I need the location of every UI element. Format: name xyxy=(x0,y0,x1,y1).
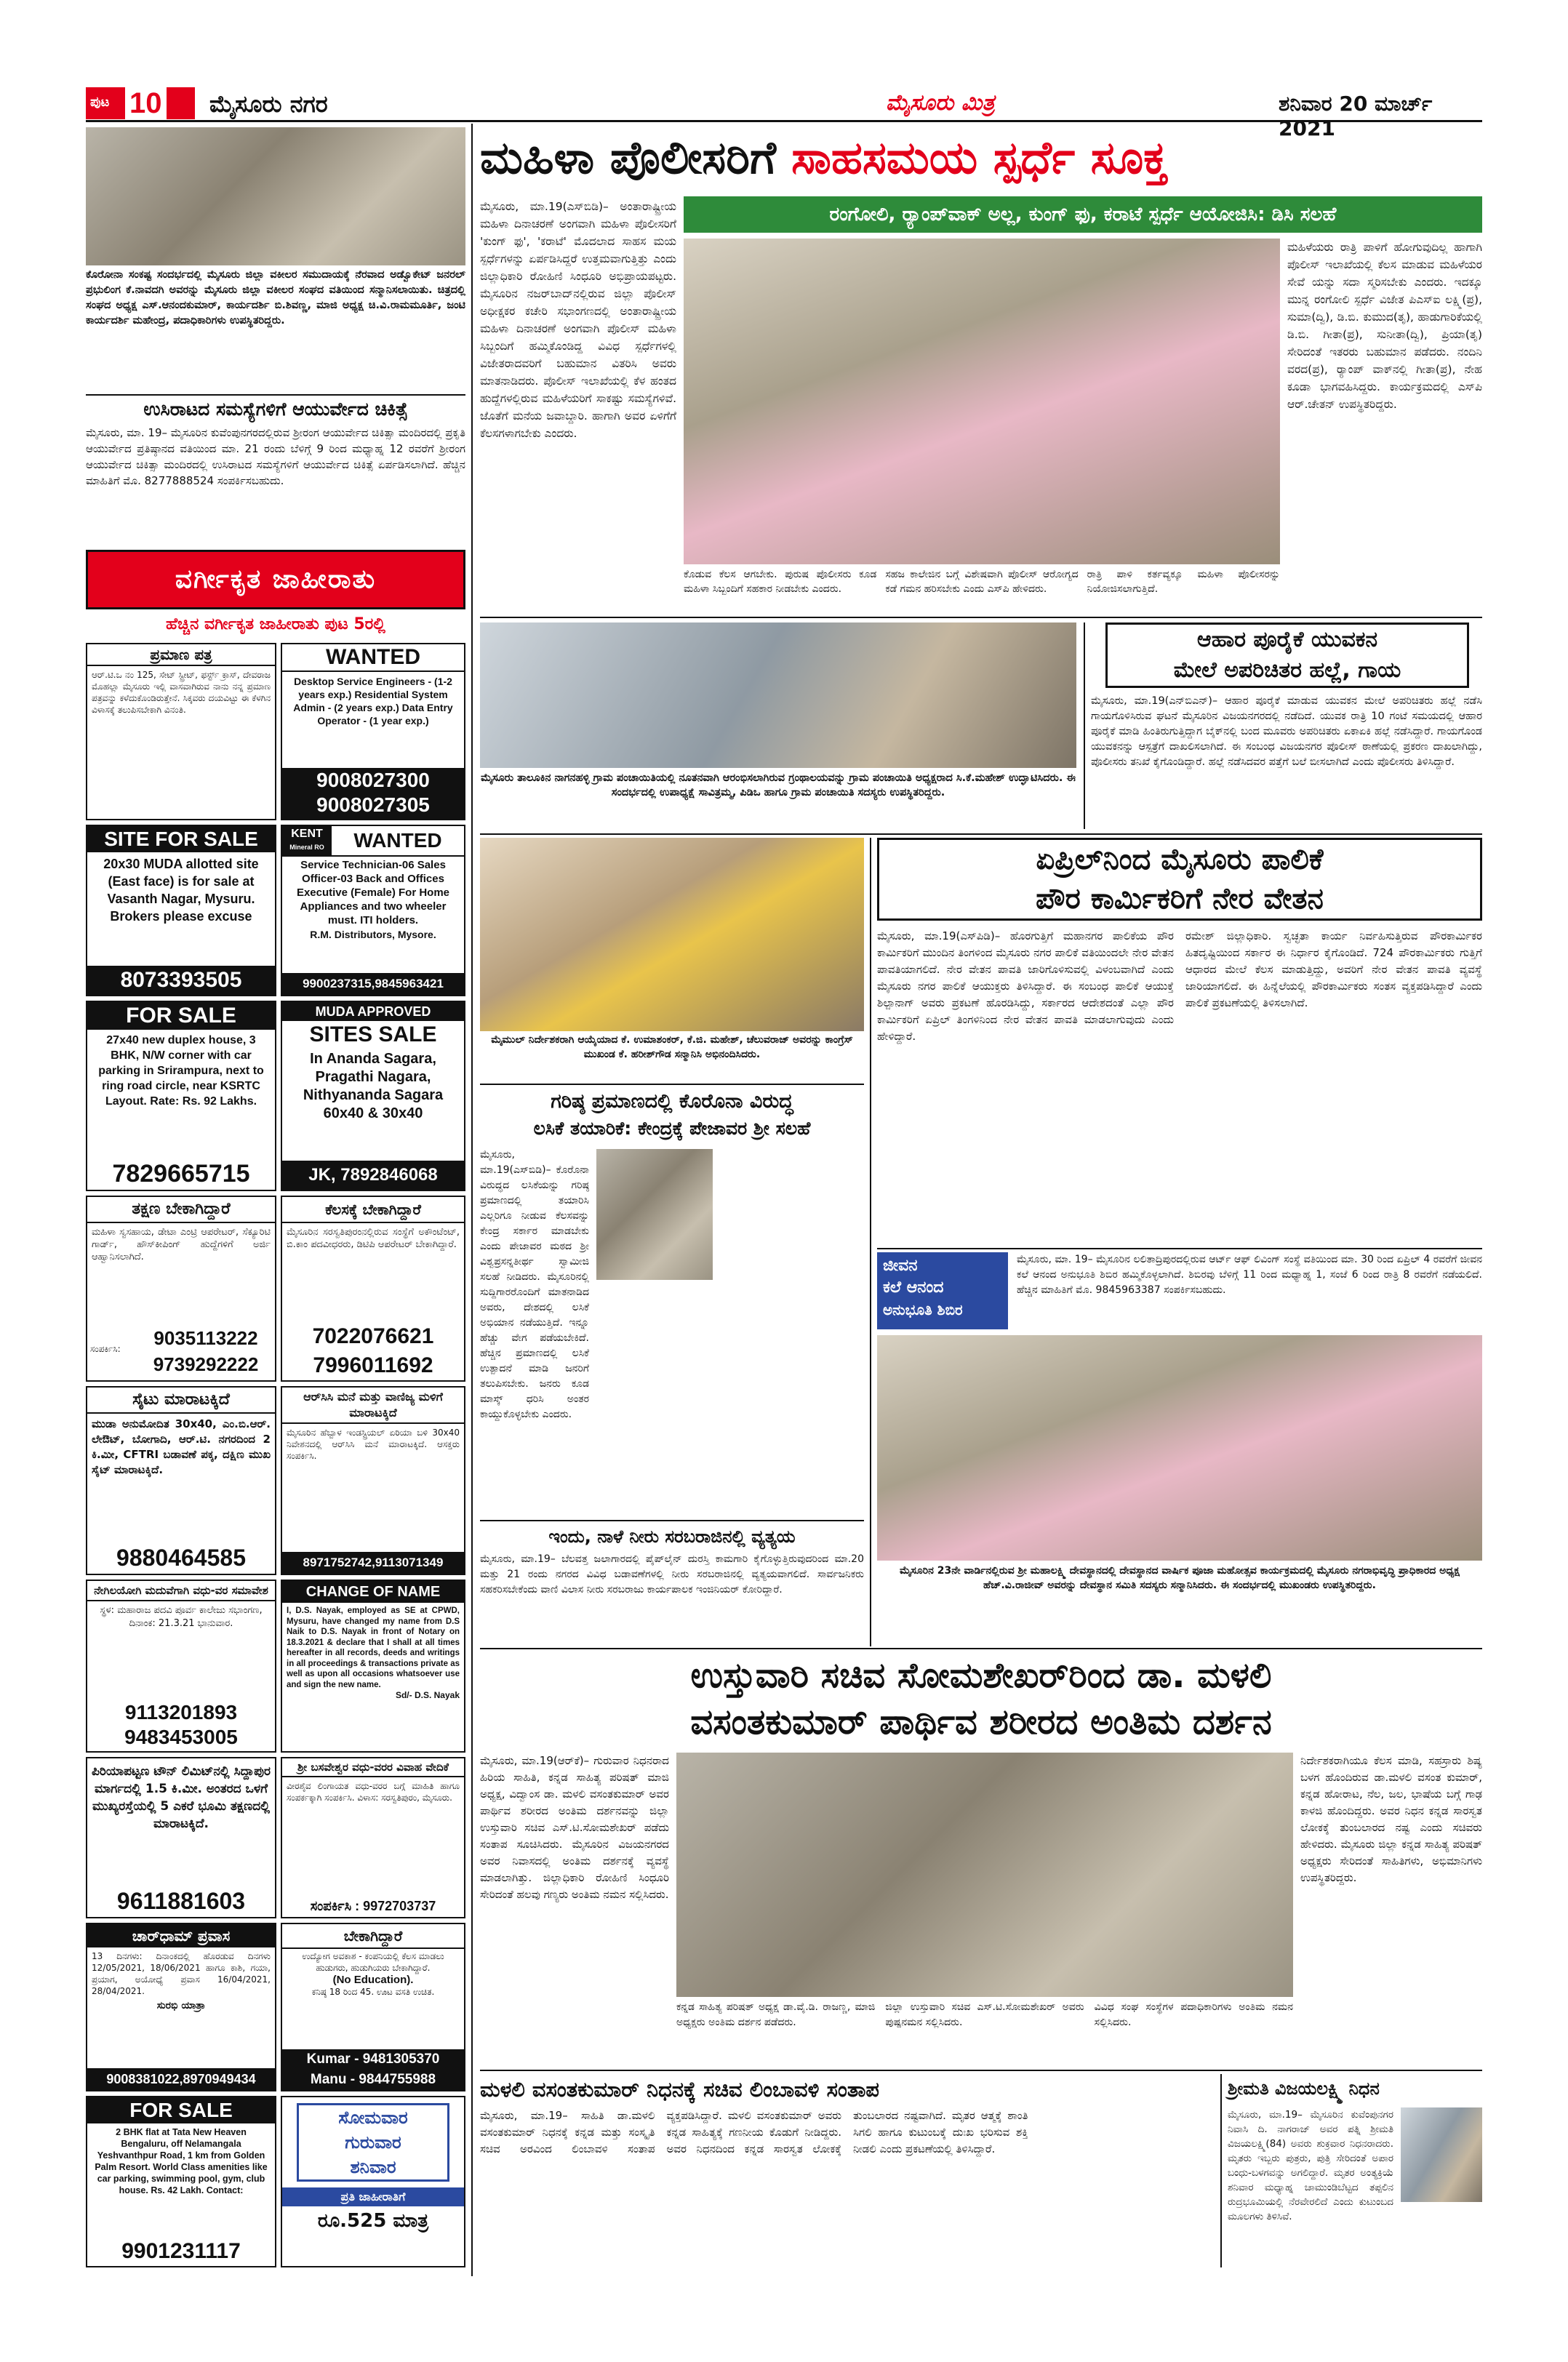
page-number-box xyxy=(86,87,195,119)
ad-wanted-1 xyxy=(281,643,465,820)
section-name: ಮೈಸೂರು ನಗರ xyxy=(209,90,328,118)
ad-bekagiddare-title: ಬೇಕಾಗಿದ್ದಾರೆ xyxy=(282,1924,464,1949)
ad-vadhu-phone-1: 9113201893 xyxy=(124,1701,238,1724)
ad-rcc-house xyxy=(281,1386,465,1575)
ad-kelasa-title: ಕೆಲಸಕ್ಕೆ ಬೇಕಾಗಿದ್ದಾರೆ xyxy=(282,1197,464,1223)
ad-muda-phone: JK, 7892846068 xyxy=(282,1161,464,1190)
column-divider xyxy=(1084,622,1085,829)
ad-rcc-title: ಆರ್‌ಸಿಸಿ ಮನೆ ಮತ್ತು ವಾಣಿಜ್ಯ ಮಳಿಗೆ ಮಾರಾಟಕ್ಕಿದೆ xyxy=(282,1388,464,1424)
lawyers-caption-text: ಕೊರೋನಾ ಸಂಕಷ್ಟ ಸಂದರ್ಭದಲ್ಲಿ ಮೈಸೂರು ಜಿಲ್ಲಾ ವಕೀಲರ ಸಮುದಾಯಕ್ಕೆ ನೆರವಾದ ಅಡ್ವೊಕೇಟ್ ಜನರಲ್ ಪ್ರಭುಲಿಂಗ ಕೆ.ನಾವದಗಿ ಅವರನ್ನು ಮೈಸೂರು ಜಿಲ್ಲಾ ವಕೀಲರ ಸಂಘದ ವತಿಯಿಂದ ಸನ್ಮಾನಿಸಲಾಯಿತು. ಚಿತ್ರದಲ್ಲಿ ಸಂಘದ ಅಧ್ಯಕ್ಷ ಎಸ್.ಆನಂದಕುಮಾರ್, ಕಾರ್ಯದರ್ಶಿ ಬಿ.ಶಿವಣ್ಣ, ಮಾಜಿ ಅಧ್ಯಕ್ಷ ಚಿ.ವಿ.ರಾಮಮೂರ್ತಿ, ಜಂಟಿ ಕಾರ್ಯದರ್ಶಿ ಮಹೇಂದ್ರ, ಪದಾಧಿಕಾರಿಗಳು ಉಪಸ್ಥಿತರಿದ್ದರು. xyxy=(86,269,465,327)
obituary-body: ಮೈಸೂರು, ಮಾ.19– ಮೈಸೂರಿನ ಕುವೆಂಪುನಗರ ನಿವಾಸಿ ದಿ. ನಾಗರಾಜ್ ಅವರ ಪತ್ನಿ ಶ್ರೀಮತಿ ವಿಜಯಲಕ್ಷ್ಮಿ(84) ಅವರು ಶುಕ್ರವಾರ ನಿಧನರಾದರು. ಮೃತರು ಇಬ್ಬರು ಪುತ್ರರು, ಪುತ್ರಿ ಸೇರಿದಂತೆ ಅಪಾರ ಬಂಧು-ಬಳಗವನ್ನು ಅಗಲಿದ್ದಾರೆ. ಮೃತರ ಅಂತ್ಯಕ್ರಿಯೆ ಶನಿವಾರ ಮಧ್ಯಾಹ್ನ ಚಾಮುಂಡಿಬೆಟ್ಟದ ತಪ್ಪಲಿನ ರುದ್ರಭೂಮಿಯಲ್ಲಿ ನೆರವೇರಲಿದೆ ಎಂದು ಕುಟುಂಬದ ಮೂಲಗಳು ತಿಳಿಸಿವೆ. xyxy=(1228,2109,1393,2222)
lead-caption-a: ಕೊಡುವ ಕೆಲಸ ಆಗಬೇಕು. ಪುರುಷ ಪೊಲೀಸರು ಕೂಡ ಮಹಿಳಾ ಸಿಬ್ಬಂದಿಗೆ ಸಹಕಾರ ನೀಡಬೇಕು ಎಂದರು. xyxy=(684,569,877,595)
column-divider xyxy=(471,124,473,2276)
salary-story xyxy=(877,838,1482,1245)
promo-day-1: ಸೋಮವಾರ xyxy=(338,2107,408,2128)
ad-piriyapatna xyxy=(86,1757,276,1918)
divider xyxy=(86,394,465,396)
lead-caption-b: ಸಹಜ ಕಾಲೇಜಿನ ಬಗ್ಗೆ ವಿಶೇಷವಾಗಿ ಪೊಲೀಸ್ ಆರೋಗ್ಯದ ಕಡೆ ಗಮನ ಹರಿಸಬೇಕು ಎಂದು ಎಸ್‌ಪಿ ಹೇಳಿದರು. xyxy=(885,569,1079,595)
kent-brand: KENT xyxy=(291,828,323,840)
ad-piriyapatna-phone: 9611881603 xyxy=(116,1888,246,1914)
lead-deck xyxy=(684,196,1482,233)
corona-story xyxy=(480,1088,864,1524)
ad-for-sale-1-body: 27x40 new duplex house, 3 BHK, N/W corner with car parking in Srirampura, next to ring road circle, near KSRTC Layout. Rate: Rs. 92 Lakhs. xyxy=(98,1034,264,1108)
divider xyxy=(480,1520,864,1521)
ad-for-sale-2 xyxy=(86,2096,276,2267)
salary-headline-1: ಏಪ್ರಿಲ್‌ನಿಂದ ಮೈಸೂರು ಪಾಲಿಕೆ xyxy=(1036,843,1324,876)
divider xyxy=(480,1648,1482,1649)
somashekar-caption-b: ಜಿಲ್ಲಾ ಉಸ್ತುವಾರಿ ಸಚಿವ ಎಸ್.ಟಿ.ಸೋಮಶೇಖರ್ ಅವರು ಪುಷ್ಪನಮನ ಸಲ್ಲಿಸಿದರು. xyxy=(885,2001,1084,2028)
salary-headline-2: ಪೌರ ಕಾರ್ಮಿಕರಿಗೆ ನೇರ ವೇತನ xyxy=(1036,882,1324,916)
ad-bekagiddare-body: ಉದ್ಯೋಗ ಅವಕಾಶ - ಕಂಪನಿಯಲ್ಲಿ ಕೆಲಸ ಮಾಡಲು ಹುಡುಗರು, ಹುಡುಗಿಯರು ಬೇಕಾಗಿದ್ದಾರೆ. xyxy=(302,1951,444,1973)
ad-change-name-title: CHANGE OF NAME xyxy=(282,1581,464,1603)
lead-headline-red: ಸಾಹಸಮಯ ಸ್ಪರ್ಧೆ ಸೂಕ್ತ xyxy=(791,131,1168,184)
water-body: ಮೈಸೂರು, ಮಾ.19– ಬೆಲವತ್ತ ಜಲಾಗಾರದಲ್ಲಿ ಪೈಪ್‌ಲೈನ್ ದುರಸ್ತಿ ಕಾಮಗಾರಿ ಕೈಗೊಳ್ಳುತ್ತಿರುವುದರಿಂದ ಮಾ.20 ಮತ್ತು 21 ರಂದು ನಗರದ ವಿವಿಧ ಬಡಾವಣೆಗಳಲ್ಲಿ ನೀರು ಸರಬರಾಜಿನಲ್ಲಿ ವ್ಯತ್ಯಯವಾಗಲಿದೆ. ಸಾರ್ವಜನಿಕರು ಸಹಕರಿಸಬೇಕೆಂದು ವಾಣಿ ವಿಲಾಸ ನೀರು ಸರಬರಾಜು ಕಾರ್ಯಪಾಲಕ ಇಂಜಿನಿಯರ್ ಕೋರಿದ್ದಾರೆ. xyxy=(480,1553,864,1596)
ad-site-maratakke-body: ಮುಡಾ ಅನುಮೋದಿತ 30x40, ಎಂ.ಬಿ.ಆರ್. ಲೇಔಟ್, ಬೋಗಾದಿ, ಆರ್.ಟಿ. ನಗರದಿಂದ 2 ಕಿ.ಮೀ, CFTRI ಬಡಾವಣೆ ಪಕ್ಕ, ದಕ್ಷಿಣ ಮುಖ ಸೈಟ್ ಮಾರಾಟಕ್ಕಿದೆ. xyxy=(92,1417,271,1476)
library-caption xyxy=(480,771,1076,829)
camp-body: ಮೈಸೂರು, ಮಾ. 19– ಮೈಸೂರಿನ ಲಲಿತಾದ್ರಿಪುರದಲ್ಲಿರುವ ಆರ್ಟ್ ಆಫ್ ಲಿವಿಂಗ್ ಸಂಸ್ಥೆ ವತಿಯಿಂದ ಮಾ. 30 ರಿಂದ ಏಪ್ರಿಲ್ 4 ರವರೆಗೆ ಜೀವನ ಕಲೆ ಆನಂದ ಅನುಭೂತಿ ಶಿಬಿರ ಹಮ್ಮಿಕೊಳ್ಳಲಾಗಿದೆ. ಶಿಬಿರವು ಬೆಳಿಗ್ಗೆ 11 ರಿಂದ ಮಧ್ಯಾಹ್ನ 1, ಸಂಜೆ 6 ರಿಂದ ರಾತ್ರಿ 8 ರವರೆಗೆ ನಡೆಯಲಿದೆ. ಹೆಚ್ಚಿನ ಮಾಹಿತಿಗೆ ಮೊ. 9845963387 ಸಂಪರ್ಕಿಸಬಹುದು. xyxy=(1017,1254,1482,1296)
ad-vadhu-body: ಸ್ಥಳ: ಮಹಾರಾಜ ಪದವಿ ಪೂರ್ವ ಕಾಲೇಜು ಸಭಾಂಗಣ, ದಿನಾಂಕ: 21.3.21 ಭಾನುವಾರ. xyxy=(100,1605,263,1629)
ayurveda-body: ಮೈಸೂರು, ಮಾ. 19– ಮೈಸೂರಿನ ಕುವೆಂಪುನಗರದಲ್ಲಿರುವ ಶ್ರೀರಂಗ ಆಯುರ್ವೇದ ಚಿಕಿತ್ಸಾ ಮಂದಿರದಲ್ಲಿ ಪ್ರಕೃತಿ ಆಯುರ್ವೇದ ಪ್ರತಿಷ್ಠಾನದ ವತಿಯಿಂದ ಮಾ. 21 ರಂದು ಬೆಳಿಗ್ಗೆ 9 ರಿಂದ ಮಧ್ಯಾಹ್ನ 12 ರವರೆಗೆ ಶ್ರೀರಂಗ ಆಯುರ್ವೇದ ಚಿಕಿತ್ಸಾ ಮಂದಿರದಲ್ಲಿ ಉಸಿರಾಟದ ಸಮಸ್ಯೆಗಳಿಗೆ ಆಯುರ್ವೇದ ಚಿಕಿತ್ಸೆ ಏರ್ಪಡಿಸಲಾಗಿದೆ. ಹೆಚ್ಚಿನ ಮಾಹಿತಿಗೆ ಮೊ. 8277888524 ಸಂಪರ್ಕಿಸಬಹುದು. xyxy=(86,426,465,487)
ad-bekagiddare-note: (No Education). xyxy=(332,1974,414,1986)
divider xyxy=(480,2070,1482,2071)
ad-muda xyxy=(281,1001,465,1191)
lead-headline-black: ಮಹಿಳಾ ಪೊಲೀಸರಿಗೆ xyxy=(480,131,776,184)
lead-col-2-text: ಮಹಿಳೆಯರು ರಾತ್ರಿ ಪಾಳಿಗೆ ಹೋಗುವುದಿಲ್ಲ ಹಾಗಾಗಿ ಪೊಲೀಸ್ ಇಲಾಖೆಯಲ್ಲಿ ಕೆಲಸ ಮಾಡುವ ಮಹಿಳೆಯರ ಸೇವೆ ಯನ್ನು ಸದಾ ಸ್ಮರಿಸಬೇಕು ಎಂದರು. ಇದಕ್ಕೂ ಮುನ್ನ ರಂಗೋಲಿ ಸ್ಪರ್ಧೆ ವಿಜೇತ ಪಿಎಸ್‌ಐ ಲಕ್ಷ್ಮಿ(ಪ್ರ), ಸುಮಾ(ದ್ವಿ), ಡಿ.ಬಿ. ಕುಮುದ(ತೃ), ಹಾಡುಗಾರಿಕೆಯಲ್ಲಿ ಡಿ.ಬಿ. ಗೀತಾ(ಪ್ರ), ಸುನೀತಾ(ದ್ವಿ), ಪ್ರಿಯಾ(ತೃ) ಸೇರಿದಂತೆ ಇತರರು ಬಹುಮಾನ ಪಡೆದರು. ನಂದಿನಿ ವರದ(ಪ್ರ), ರ್‍ಯಾಂಪ್ ವಾಕ್‌ನಲ್ಲಿ ಗೀತಾ(ಪ್ರ), ನೇಹ ಕೂಡಾ ಭಾಗವಹಿಸಿದ್ದರು. ಕಾರ್ಯಕ್ರಮದಲ್ಲಿ ಎಸ್‌ಪಿ ಆರ್.ಚೇತನ್ ಉಪಸ್ಥಿತರಿದ್ದರು. xyxy=(1287,241,1482,411)
salary-headline-box xyxy=(877,838,1482,921)
ad-takshana-phone-label: ಸಂಪರ್ಕಿಸಿ: xyxy=(90,1344,121,1354)
classified-title: ವರ್ಗೀಕೃತ ಜಾಹೀರಾತು xyxy=(175,564,377,594)
ad-site-sale-body: 20x30 MUDA allotted site (East face) is for sale at Vasanth Nagar, Mysuru. Brokers please excuse xyxy=(103,857,259,924)
temple-photo xyxy=(877,1335,1482,1561)
ad-vadhu-title: ನೇಗಿಲಯೋಗಿ ಮದುವೆಗಾಗಿ ವಧು-ವರ ಸಮಾವೇಶ xyxy=(87,1581,275,1601)
ad-wanted-1-phones xyxy=(282,768,464,819)
obituary-headline: ಶ್ರೀಮತಿ ವಿಜಯಲಕ್ಷ್ಮಿ ನಿಧನ xyxy=(1228,2078,1380,2099)
issue-date: ಶನಿವಾರ 20 ಮಾರ್ಚ್ 2021 xyxy=(1279,92,1433,140)
ad-site-sale xyxy=(86,825,276,996)
promo-price: ರೂ.525 ಮಾತ್ರ xyxy=(317,2210,429,2232)
ad-wanted-2-title: WANTED xyxy=(353,829,442,852)
somashekar-caption-c: ವಿವಿಧ ಸಂಘ ಸಂಸ್ಥೆಗಳ ಪದಾಧಿಕಾರಿಗಳು ಅಂತಿಮ ನಮನ ಸಲ್ಲಿಸಿದರು. xyxy=(1094,2001,1293,2028)
corona-headline-1: ಗರಿಷ್ಠ ಪ್ರಮಾಣದಲ್ಲಿ ಕೊರೊನಾ ವಿರುದ್ಧ xyxy=(551,1090,793,1113)
kent-sub: Mineral RO xyxy=(289,844,324,851)
ad-vivaha xyxy=(281,1757,465,1918)
somashekar-col-2 xyxy=(1300,1753,1482,2067)
ad-chardham-phone: 9008381022,8970949434 xyxy=(87,2068,275,2090)
felicitation-photo xyxy=(480,838,864,1031)
lead-headline xyxy=(480,125,1482,192)
ad-wanted-2-header xyxy=(282,826,464,857)
ad-wanted-2-firm: R.M. Distributors, Mysore. xyxy=(310,929,436,940)
temple-caption xyxy=(877,1564,1482,1645)
ad-takshana-phones xyxy=(87,1325,275,1380)
library-caption-text: ಮೈಸೂರು ತಾಲೂಕಿನ ನಾಗನಹಳ್ಳಿ ಗ್ರಾಮ ಪಂಚಾಯಿತಿಯಲ್ಲಿ ನೂತನವಾಗಿ ಆರಂಭಿಸಲಾಗಿರುವ ಗ್ರಂಥಾಲಯವನ್ನು ಗ್ರಾಮ ಪಂಚಾಯಿತಿ ಅಧ್ಯಕ್ಷರಾದ ಸಿ.ಕೆ.ಮಹೇಶ್ ಉದ್ಘಾಟಿಸಿದರು. ಈ ಸಂದರ್ಭದಲ್ಲಿ ಉಪಾಧ್ಯಕ್ಷೆ ಸಾವಿತ್ರಮ್ಮ, ಪಿಡಿಒ ಹಾಗೂ ಗ್ರಾಮ ಪಂಚಾಯಿತಿ ಸದಸ್ಯರು ಉಪಸ್ಥಿತರಿದ್ದರು. xyxy=(480,772,1076,798)
somashekar-headline-2: ವಸಂತಕುಮಾರ್ ಪಾರ್ಥಿವ ಶರೀರದ ಅಂತಿಮ ದರ್ಶನ xyxy=(690,1702,1272,1742)
divider xyxy=(480,1084,864,1085)
water-headline: ಇಂದು, ನಾಳೆ ನೀರು ಸರಬರಾಜಿನಲ್ಲಿ ವ್ಯತ್ಯಯ xyxy=(548,1526,796,1547)
temple-caption-text: ಮೈಸೂರಿನ 23ನೇ ವಾರ್ಡಿನಲ್ಲಿರುವ ಶ್ರೀ ಮಹಾಲಕ್ಷ್ಮಿ ದೇವಸ್ಥಾನದಲ್ಲಿ ದೇವಸ್ಥಾನದ ವಾರ್ಷಿಕ ಪೂಜಾ ಮಹೋತ್ಸವ ಕಾರ್ಯಕ್ರಮದಲ್ಲಿ ಮೈಸೂರು ನಗರಾಭಿವೃದ್ಧಿ ಪ್ರಾಧಿಕಾರದ ಅಧ್ಯಕ್ಷ ಹೆಚ್.ವಿ.ರಾಜೀವ್ ಅವರನ್ನು ದೇವಸ್ಥಾನ ಸಮಿತಿ ಸದಸ್ಯರು ಸನ್ಮಾನಿಸಿದರು. ಈ ಸಂದರ್ಭದಲ್ಲಿ ಮುಖಂಡರು ಉಪಸ್ಥಿತರಿದ್ದರು. xyxy=(900,1565,1460,1591)
ad-chardham-body: 13 ದಿನಗಳು: ದಿನಾಂಕದಲ್ಲಿ ಹೊರಡುವ ದಿನಗಳು 12/05/2021, 18/06/2021 ಹಾಗೂ ಕಾಶಿ, ಗಯಾ, ಪ್ರಯಾಗ, ಅಯೋಧ್ಯೆ ಪ್ರವಾಸ 16/04/2021, 28/04/2021. xyxy=(92,1951,271,1996)
ad-rcc-phone: 8971752742,9113071349 xyxy=(282,1552,464,1574)
ad-promo xyxy=(281,2096,465,2267)
lead-photo xyxy=(684,239,1280,564)
ad-for-sale-1-phone: 7829665715 xyxy=(112,1160,250,1188)
ad-rcc-body: ಮೈಸೂರಿನ ಹೆಬ್ಬಾಳ ಇಂಡಸ್ಟ್ರಿಯಲ್ ಏರಿಯಾ ಬಳಿ 30x40 ನಿವೇಶನದಲ್ಲಿ ಆರ್‌ಸಿಸಿ ಮನೆ ಮಾರಾಟಕ್ಕಿದೆ. ಆಸಕ್ತರು ಸಂಪರ್ಕಿಸಿ. xyxy=(287,1428,460,1461)
assault-headline-1: ಆಹಾರ ಪೂರೈಕೆ ಯುವಕನ xyxy=(1196,627,1378,652)
ad-change-name xyxy=(281,1580,465,1753)
page-label: ಪುಟ xyxy=(90,95,110,110)
condolence-body: ಮೈಸೂರು, ಮಾ.19– ಸಾಹಿತಿ ಡಾ.ಮಳಲಿ ವಸಂತಕುಮಾರ್ ನಿಧನಕ್ಕೆ ಕನ್ನಡ ಮತ್ತು ಸಂಸ್ಕೃತಿ ಸಚಿವ ಅರವಿಂದ ಲಿಂಬಾವಳಿ ಸಂತಾಪ ವ್ಯಕ್ತಪಡಿಸಿದ್ದಾರೆ. ಮಳಲಿ ವಸಂತಕುಮಾರ್ ಅವರು ಕನ್ನಡ ಸಾಹಿತ್ಯಕ್ಕೆ ಗಣನೀಯ ಕೊಡುಗೆ ನೀಡಿದ್ದರು. ಅವರ ನಿಧನದಿಂದ ಕನ್ನಡ ಸಾರಸ್ವತ ಲೋಕಕ್ಕೆ ತುಂಬಲಾರದ ನಷ್ಟವಾಗಿದೆ. ಮೃತರ ಆತ್ಮಕ್ಕೆ ಶಾಂತಿ ಸಿಗಲಿ ಹಾಗೂ ಕುಟುಂಬಕ್ಕೆ ದುಃಖ ಭರಿಸುವ ಶಕ್ತಿ ನೀಡಲಿ ಎಂದು ಪ್ರಕಟಣೆಯಲ್ಲಿ ತಿಳಿಸಿದ್ದಾರೆ. xyxy=(480,2109,1028,2155)
ayurveda-story xyxy=(86,397,465,543)
condolence-headline: ಮಳಲಿ ವಸಂತಕುಮಾರ್ ನಿಧನಕ್ಕೆ ಸಚಿವ ಲಿಂಬಾವಳಿ ಸಂತಾಪ xyxy=(480,2077,880,2102)
ad-takshana-body: ಮಹಿಳಾ ಸ್ವಸಹಾಯ, ಡೇಟಾ ಎಂಟ್ರಿ ಆಪರೇಟರ್, ಸೆಕ್ಯೂರಿಟಿ ಗಾರ್ಡ್, ಹೌಸ್‌ಕೀಪಿಂಗ್ ಹುದ್ದೆಗಳಿಗೆ ಅರ್ಜಿ ಆಹ್ವಾನಿಸಲಾಗಿದೆ. xyxy=(92,1227,271,1262)
ad-for-sale-2-title: FOR SALE xyxy=(87,2097,275,2123)
ad-kelasa-phone-2: 7996011692 xyxy=(313,1353,433,1377)
ad-bekagiddare-phone-1: Kumar - 9481305370 xyxy=(306,2051,440,2067)
somashekar-photo-captions xyxy=(676,2000,1293,2067)
camp-story xyxy=(877,1252,1482,1332)
ad-bekagiddare-phones xyxy=(282,2049,464,2090)
somashekar-headline-1: ಉಸ್ತುವಾರಿ ಸಚಿವ ಸೋಮಶೇಖರ್‌ರಿಂದ ಡಾ. ಮಳಲಿ xyxy=(690,1655,1272,1696)
page-number: 10 xyxy=(125,87,167,119)
ad-for-sale-2-phone: 9901231117 xyxy=(121,2239,241,2263)
divider xyxy=(480,617,1482,618)
ad-wanted-1-body: Desktop Service Engineers - (1-2 years exp.) Residential System Admin - (2 years exp.) Data Entry Operator - (1 year exp.) xyxy=(293,676,453,726)
classified-subtitle: ಹೆಚ್ಚಿನ ವರ್ಗೀಕೃತ ಜಾಹೀರಾತು ಪುಟ 5ರಲ್ಲಿ xyxy=(166,615,385,633)
somashekar-col-2-text: ನಿರ್ದೇಶಕರಾಗಿಯೂ ಕೆಲಸ ಮಾಡಿ, ಸಹಸ್ರಾರು ಶಿಷ್ಯ ಬಳಗ ಹೊಂದಿರುವ ಡಾ.ಮಳಲಿ ವಸಂತ ಕುಮಾರ್, ಕನ್ನಡ ಹೋರಾಟ, ನೆಲ, ಜಲ, ಭಾಷೆಯ ಬಗ್ಗೆ ಗಾಢ ಕಾಳಜಿ ಹೊಂದಿದ್ದರು. ಅವರ ನಿಧನ ಕನ್ನಡ ಸಾರಸ್ವತ ಲೋಕಕ್ಕೆ ತುಂಬಲಾರದ ನಷ್ಟ ಎಂದು ಸಚಿವರು ಹೇಳಿದರು. ಮೈಸೂರು ಜಿಲ್ಲಾ ಕನ್ನಡ ಸಾಹಿತ್ಯ ಪರಿಷತ್ ಅಧ್ಯಕ್ಷರು ಸೇರಿದಂತೆ ಸಾಹಿತಿಗಳು, ಅಭಿಮಾನಿಗಳು ಉಪಸ್ಥಿತರಿದ್ದರು. xyxy=(1300,1754,1482,1884)
corona-body: ಮೈಸೂರು, ಮಾ.19(ಎಸ್‌ಬಿಡಿ)– ಕೊರೊನಾ ವಿರುದ್ಧದ ಲಸಿಕೆಯನ್ನು ಗರಿಷ್ಠ ಪ್ರಮಾಣದಲ್ಲಿ ತಯಾರಿಸಿ ಎಲ್ಲರಿಗೂ ನೀಡುವ ಕೆಲಸವನ್ನು ಕೇಂದ್ರ ಸರ್ಕಾರ ಮಾಡಬೇಕು ಎಂದು ಪೇಜಾವರ ಮಠದ ಶ್ರೀ ವಿಶ್ವಪ್ರಸನ್ನತೀರ್ಥ ಸ್ವಾಮೀಜಿ ಸಲಹೆ ನೀಡಿದರು. ಮೈಸೂರಿನಲ್ಲಿ ಸುದ್ದಿಗಾರರೊಂದಿಗೆ ಮಾತನಾಡಿದ ಅವರು, ದೇಶದಲ್ಲಿ ಲಸಿಕೆ ಅಭಿಯಾನ ನಡೆಯುತ್ತಿದೆ. ಇನ್ನೂ ಹೆಚ್ಚು ವೇಗ ಪಡೆಯಬೇಕಿದೆ. ಹೆಚ್ಚಿನ ಪ್ರಮಾಣದಲ್ಲಿ ಲಸಿಕೆ ಉತ್ಪಾದನೆ ಮಾಡಿ ಜನರಿಗೆ ತಲುಪಿಸಬೇಕು. ಜನರು ಕೂಡ ಮಾಸ್ಕ್ ಧರಿಸಿ ಅಂತರ ಕಾಯ್ದುಕೊಳ್ಳಬೇಕು ಎಂದರು. xyxy=(480,1149,589,1420)
ad-site-maratakke-phone: 9880464585 xyxy=(116,1545,246,1571)
swamiji-photo xyxy=(596,1149,713,1280)
ad-wanted-2-body: Service Technician-06 Sales Officer-03 Back and Offices Executive (Female) For Home Appliances and two wheeler must. ITI holders. xyxy=(296,859,450,926)
ad-site-maratakke xyxy=(86,1386,276,1575)
ad-wanted-2 xyxy=(281,825,465,996)
lawyers-photo xyxy=(86,127,465,265)
ad-vivaha-body: ವೀರಶೈವ ಲಿಂಗಾಯತ ವಧು-ವರರ ಬಗ್ಗೆ ಮಾಹಿತಿ ಹಾಗೂ ಸಂಪರ್ಕಕ್ಕಾಗಿ ಸಂಪರ್ಕಿಸಿ. ವಿಳಾಸ: ಸರಸ್ವತಿಪುರಂ, ಮೈಸೂರು. xyxy=(287,1781,460,1803)
corona-headline-2: ಲಸಿಕೆ ತಯಾರಿಕೆ: ಕೇಂದ್ರಕ್ಕೆ ಪೇಜಾವರ ಶ್ರೀ ಸಲಹೆ xyxy=(533,1118,811,1139)
promo-day-2: ಗುರುವಾರ xyxy=(345,2132,401,2153)
promo-label: ಪ್ರತಿ ಜಾಹೀರಾತಿಗೆ xyxy=(282,2187,464,2206)
lead-col-1-text: ಮೈಸೂರು, ಮಾ.19(ಎಸ್‌ಬಿಡಿ)– ಅಂತಾರಾಷ್ಟ್ರೀಯ ಮಹಿಳಾ ದಿನಾಚರಣೆ ಅಂಗವಾಗಿ ಮಹಿಳಾ ಪೊಲೀಸರಿಗೆ 'ಕುಂಗ್ ಫು', 'ಕರಾಟೆ' ಮೊದಲಾದ ಸಾಹಸ ಮಯ ಸ್ಪರ್ಧೆಗಳನ್ನು ಏರ್ಪಡಿಸಿದ್ದರೆ ಉತ್ತಮವಾಗುತ್ತಿತ್ತು ಎಂದು ಜಿಲ್ಲಾಧಿಕಾರಿ ರೋಹಿಣಿ ಸಿಂಧೂರಿ ಅಭಿಪ್ರಾಯಪಟ್ಟರು. ಮೈಸೂರಿನ ನಜರ್‌ಬಾದ್‌ನಲ್ಲಿರುವ ಜಿಲ್ಲಾ ಪೊಲೀಸ್ ಅಧೀಕ್ಷಕರ ಕಚೇರಿ ಸಭಾಂಗಣದಲ್ಲಿ ಅಂತಾರಾಷ್ಟ್ರೀಯ ಮಹಿಳಾ ದಿನಾಚರಣೆ ಅಂಗವಾಗಿ ಪೊಲೀಸ್ ಮಹಿಳಾ ಸಿಬ್ಬಂದಿಗೆ ಹಮ್ಮಿಕೊಂಡಿದ್ದ ವಿವಿಧ ಸ್ಪರ್ಧೆಗಳಲ್ಲಿ ವಿಜೇತರಾದವರಿಗೆ ಬಹುಮಾನ ವಿತರಿಸಿ ಅವರು ಮಾತನಾಡಿದರು. ಪೊಲೀಸ್ ಇಲಾಖೆಯಲ್ಲಿ ಕೆಳ ಹಂತದ ಹುದ್ದೆಗಳಲ್ಲಿರುವ ಮಹಿಳೆಯರಿಗೆ ಸಾಕಷ್ಟು ಸಮಸ್ಯೆಗಳಿವೆ. ಜೊತೆಗೆ ಮನೆಯ ಜವಾಬ್ದಾರಿ. ಹಾಗಾಗಿ ಅವರ ಏಳಿಗೆಗೆ ಕೆಲಸಗಳಾಗಬೇಕು ಎಂದರು. xyxy=(480,200,676,440)
ad-piriyapatna-body: ಪಿರಿಯಾಪಟ್ಟಣ ಟೌನ್ ಲಿಮಿಟ್‌ನಲ್ಲಿ ಸಿದ್ದಾಪುರ ಮಾರ್ಗದಲ್ಲಿ 1.5 ಕಿ.ಮೀ. ಅಂತರದ ಒಳಗೆ ಮುಖ್ಯರಸ್ತೆಯಲ್ಲಿ 5 ಎಕರೆ ಭೂಮಿ ತಕ್ಷಣದಲ್ಲಿ ಮಾರಾಟಕ್ಕಿದೆ. xyxy=(92,1764,271,1831)
condolence-story xyxy=(480,2074,1215,2270)
ad-kelasa-phones xyxy=(282,1322,464,1380)
assault-story xyxy=(1091,622,1482,833)
paper-name: ಮೈಸೂರು ಮಿತ್ರ xyxy=(886,90,995,116)
water-story xyxy=(480,1523,864,1646)
camp-label-3: ಅನುಭೂತಿ ಶಿಬಿರ xyxy=(883,1301,963,1318)
ad-muda-subtitle: SITES SALE xyxy=(309,1022,437,1046)
lead-photo-captions xyxy=(684,567,1280,612)
lead-deck-text: ರಂಗೋಲಿ, ರ್‍ಯಾಂಪ್‌ವಾಕ್ ಅಲ್ಲ, ಕುಂಗ್ ಫು, ಕರಾಟೆ ಸ್ಪರ್ಧೆ ಆಯೋಜಿಸಿ: ಡಿಸಿ ಸಲಹೆ xyxy=(829,204,1337,225)
ad-vivaha-title: ಶ್ರೀ ಬಸವೇಶ್ವರ ವಧು-ವರರ ವಿವಾಹ ವೇದಿಕೆ xyxy=(282,1758,464,1777)
ad-muda-body: In Ananda Sagara, Pragathi Nagara, Nithyananda Sagara 60x40 & 30x40 xyxy=(303,1051,444,1121)
assault-headline-box xyxy=(1105,622,1469,688)
lead-col-2 xyxy=(1287,239,1482,580)
somashekar-photo xyxy=(676,1753,1293,1997)
ad-kelasa xyxy=(281,1196,465,1382)
divider xyxy=(877,1248,1482,1249)
salary-col-1: ಮೈಸೂರು, ಮಾ.19(ಎಸ್‌ಪಿಡಿ)– ಹೊರಗುತ್ತಿಗೆ ಮಹಾನಗರ ಪಾಲಿಕೆಯ ಪೌರ ಕಾರ್ಮಿಕರಿಗೆ ಮುಂದಿನ ತಿಂಗಳಿಂದ ಮೈಸೂರು ನಗರ ಪಾಲಿಕೆ ವತಿಯಿಂದಲೇ ನೇರ ವೇತನ ಪಾವತಿಯಾಗಲಿದೆ. ನೇರ ವೇತನ ಪಾವತಿ ಜಾರಿಗೊಳಿಸುವಲ್ಲಿ ವಿಳಂಬವಾಗಿದೆ ಎಂದು ಮೈಸೂರು ನಗರ ಪಾಲಿಕೆ ಆಯುಕ್ತರು ತಿಳಿಸಿದ್ದಾರೆ. ಈ ಸಂಬಂಧ ಪಾಲಿಕೆ ಆಯುಕ್ತೆ ಶಿಲ್ಪಾನಾಗ್ ಅವರು ಪ್ರಕಟಣೆ ಹೊರಡಿಸಿದ್ದು, ಸರ್ಕಾರದ ಆದೇಶದಂತೆ ಎಲ್ಲಾ ಪೌರ ಕಾರ್ಮಿಕರಿಗೆ ಏಪ್ರಿಲ್ ತಿಂಗಳಿನಿಂದ ನೇರ ವೇತನ ಪಾವತಿ ಮಾಡಲಾಗುವುದು ಎಂದು ಹೇಳಿದ್ದಾರೆ. xyxy=(877,929,1174,1043)
ad-vadhu-phones xyxy=(87,1700,275,1751)
ayurveda-headline: ಉಸಿರಾಟದ ಸಮಸ್ಯೆಗಳಿಗೆ ಆಯುರ್ವೇದ ಚಿಕಿತ್ಸೆ xyxy=(143,399,408,420)
ad-takshana-phone-2: 9739292222 xyxy=(153,1353,259,1375)
obituary-portrait xyxy=(1401,2107,1482,2202)
promo-day-3: ಶನಿವಾರ xyxy=(350,2157,396,2177)
lead-col-1 xyxy=(480,198,676,561)
ad-vadhu xyxy=(86,1580,276,1753)
felicitation-caption-text: ಮೈಮುಲ್ ನಿರ್ದೇಶಕರಾಗಿ ಆಯ್ಕೆಯಾದ ಕೆ. ಉಮಾಶಂಕರ್, ಕೆ.ಜಿ. ಮಹೇಶ್, ಚೆಲುವರಾಜ್ ಅವರನ್ನು ಕಾಂಗ್ರೆಸ್ ಮುಖಂಡ ಕೆ. ಹರೀಶ್‌ಗೌಡ ಸನ್ಮಾನಿಸಿ ಅಭಿನಂದಿಸಿದರು. xyxy=(491,1034,853,1060)
camp-label-box xyxy=(877,1252,1008,1329)
camp-label-2: ಕಲೆ ಆನಂದ xyxy=(883,1278,944,1297)
ad-pramana xyxy=(86,643,276,820)
ad-site-maratakke-title: ಸೈಟು ಮಾರಾಟಕ್ಕಿದೆ xyxy=(87,1388,275,1414)
assault-body: ಮೈಸೂರು, ಮಾ.19(ಎನ್‌ಬಿಎನ್)– ಆಹಾರ ಪೂರೈಕೆ ಮಾಡುವ ಯುವಕನ ಮೇಲೆ ಅಪರಿಚಿತರು ಹಲ್ಲೆ ನಡೆಸಿ ಗಾಯಗೊಳಿಸಿರುವ ಘಟನೆ ಮೈಸೂರಿನ ವಿಜಯನಗರದಲ್ಲಿ ನಡೆದಿದೆ. ಯುವಕ ರಾತ್ರಿ 10 ಗಂಟೆ ಸಮಯದಲ್ಲಿ ಆಹಾರ ಪೂರೈಕೆ ಮಾಡಿ ಹಿಂತಿರುಗುತ್ತಿದ್ದಾಗ ಬೈಕ್‌ನಲ್ಲಿ ಬಂದ ಮೂವರು ಅಪರಿಚಿತರು ಏಕಾಏಕಿ ಹಲ್ಲೆ ನಡೆಸಿದ್ದಾರೆ. ಗಾಯಗೊಂಡ ಯುವಕನನ್ನು ಆಸ್ಪತ್ರೆಗೆ ದಾಖಲಿಸಲಾಗಿದೆ. ಈ ಸಂಬಂಧ ವಿಜಯನಗರ ಪೊಲೀಸ್ ಠಾಣೆಯಲ್ಲಿ ಪ್ರಕರಣ ದಾಖಲಾಗಿದ್ದು, ಪೊಲೀಸರು ತನಿಖೆ ಕೈಗೊಂಡಿದ್ದಾರೆ. ಹಲ್ಲೆ ನಡೆಸಿದವರ ಪತ್ತೆಗೆ ಬಲೆ ಬೀಸಲಾಗಿದೆ ಎಂದು ಪೊಲೀಸರು ತಿಳಿಸಿದ್ದಾರೆ. xyxy=(1091,695,1482,768)
ad-change-name-sign: Sd/- D.S. Nayak xyxy=(395,1690,460,1700)
ad-for-sale-1 xyxy=(86,1001,276,1191)
classified-banner xyxy=(86,550,465,609)
somashekar-caption-a: ಕನ್ನಡ ಸಾಹಿತ್ಯ ಪರಿಷತ್ ಅಧ್ಯಕ್ಷ ಡಾ.ವೈ.ಡಿ. ರಾಜಣ್ಣ, ಮಾಜಿ ಅಧ್ಯಕ್ಷರು ಅಂತಿಮ ದರ್ಶನ ಪಡೆದರು. xyxy=(676,2001,876,2028)
ad-chardham-firm: ಸುರಭಿ ಯಾತ್ರಾ xyxy=(156,2000,206,2011)
ad-chardham-title: ಚಾರ್‌ಧಾಮ್ ಪ್ರವಾಸ xyxy=(87,1924,275,1947)
ad-wanted-1-title: WANTED xyxy=(282,644,464,672)
ad-takshana-phone-1: 9035113222 xyxy=(153,1327,258,1349)
column-divider xyxy=(870,838,871,1646)
felicitation-caption xyxy=(480,1033,864,1082)
ad-chardham xyxy=(86,1923,276,2091)
salary-col-2: ರಮೇಶ್ ಜಿಲ್ಲಾಧಿಕಾರಿ. ಸ್ವಚ್ಛತಾ ಕಾರ್ಯ ನಿರ್ವಹಿಸುತ್ತಿರುವ ಪೌರಕಾರ್ಮಿಕರ ಹಿತದೃಷ್ಟಿಯಿಂದ ಸರ್ಕಾರ ಈ ನಿರ್ಧಾರ ಕೈಗೊಂಡಿದೆ. 724 ಪೌರಕಾರ್ಮಿಕರು ಗುತ್ತಿಗೆ ಆಧಾರದ ಮೇಲೆ ಕೆಲಸ ಮಾಡುತ್ತಿದ್ದು, ಅವರಿಗೆ ನೇರ ವೇತನ ಪಾವತಿ ವ್ಯವಸ್ಥೆ ಜಾರಿಯಾಗಲಿದೆ. ಈ ಹಿನ್ನೆಲೆಯಲ್ಲಿ ಪೌರಕಾರ್ಮಿಕರು ಸಂತಸ ವ್ಯಕ್ತಪಡಿಸಿದ್ದಾರೆ ಎಂದು ಪಾಲಿಕೆ ಪ್ರಕಟಣೆಯಲ್ಲಿ ತಿಳಿಸಲಾಗಿದೆ. xyxy=(1185,929,1482,1009)
masthead xyxy=(86,86,1482,140)
lead-caption-c: ರಾತ್ರಿ ಪಾಳಿ ಕರ್ತವ್ಯಕ್ಕೂ ಮಹಿಳಾ ಪೊಲೀಸರನ್ನು ನಿಯೋಜಿಸಲಾಗುತ್ತಿದೆ. xyxy=(1087,569,1280,595)
ad-change-name-body: I, D.S. Nayak, employed as SE at CPWD, Mysuru, have changed my name from D.S Naik to D.S. Nayak in front of Notary on 18.3.2021 & declare that I shall at all times hereafter in all records, deeds and writings in all proceedings & transactions private as well as upon all occasions whatsoever use and sign the new name. xyxy=(287,1606,460,1689)
ad-kelasa-body: ಮೈಸೂರಿನ ಸರಸ್ವತಿಪುರಂನಲ್ಲಿರುವ ಸಂಸ್ಥೆಗೆ ಅಕೌಂಟೆಂಟ್, ಬಿ.ಕಾಂ ಪದವೀಧರರು, ಡಿಟಿಪಿ ಆಪರೇಟರ್ ಬೇಕಾಗಿದ್ದಾರೆ. xyxy=(287,1227,460,1250)
divider xyxy=(480,833,1482,835)
ad-wanted-1-phone-1: 9008027300 xyxy=(316,769,430,791)
somashekar-col-1 xyxy=(480,1753,669,2065)
column-divider xyxy=(1220,2074,1222,2267)
ad-takshana xyxy=(86,1196,276,1382)
somashekar-col-1-text: ಮೈಸೂರು, ಮಾ.19(ಆರ್‌ಕೆ)– ಗುರುವಾರ ನಿಧನರಾದ ಹಿರಿಯ ಸಾಹಿತಿ, ಕನ್ನಡ ಸಾಹಿತ್ಯ ಪರಿಷತ್ ಮಾಜಿ ಅಧ್ಯಕ್ಷ, ವಿದ್ವಾಂಸ ಡಾ. ಮಳಲಿ ವಸಂತಕುಮಾರ್ ಅವರ ಪಾರ್ಥಿವ ಶರೀರದ ಅಂತಿಮ ದರ್ಶನವನ್ನು ಜಿಲ್ಲಾ ಉಸ್ತುವಾರಿ ಸಚಿವ ಎಸ್.ಟಿ.ಸೋಮಶೇಖರ್ ಪಡೆದು ಸಂತಾಪ ಸೂಚಿಸಿದರು. ಮೈಸೂರಿನ ವಿಜಯನಗರದ ಅವರ ನಿವಾಸದಲ್ಲಿ ಅಂತಿಮ ದರ್ಶನಕ್ಕೆ ವ್ಯವಸ್ಥೆ ಮಾಡಲಾಗಿತ್ತು. ಜಿಲ್ಲಾಧಿಕಾರಿ ರೋಹಿಣಿ ಸಿಂಧೂರಿ ಸೇರಿದಂತೆ ಹಲವು ಗಣ್ಯರು ಅಂತಿಮ ನಮನ ಸಲ್ಲಿಸಿದರು. xyxy=(480,1754,669,1901)
obituary xyxy=(1228,2074,1482,2270)
ad-takshana-title: ತಕ್ಷಣ ಬೇಕಾಗಿದ್ದಾರೆ xyxy=(87,1197,275,1223)
ad-muda-title: MUDA APPROVED xyxy=(282,1002,464,1021)
ad-bekagiddare-phone-2: Manu - 9844755988 xyxy=(310,2072,436,2087)
ad-pramana-title: ಪ್ರಮಾಣ ಪತ್ರ xyxy=(87,644,275,666)
promo-days-box xyxy=(297,2103,449,2182)
ad-wanted-1-phone-2: 9008027305 xyxy=(316,793,430,816)
ad-wanted-2-phone: 9900237315,9845963421 xyxy=(282,973,464,995)
library-photo xyxy=(480,622,1076,768)
ad-for-sale-2-body: 2 BHK flat at Tata New Heaven Bengaluru, off Nelamangala Yeshvanthpur Road, 1 km from Golden Palm Resort. World Class amenities like car parking, swimming pool, gym, club house. Rs. 42 Lakh. Contact: xyxy=(95,2127,268,2195)
ad-site-sale-title: SITE FOR SALE xyxy=(87,826,275,852)
ad-for-sale-1-title: FOR SALE xyxy=(87,1002,275,1030)
ad-vivaha-phone: ಸಂಪರ್ಕಿಸಿ : 9972703737 xyxy=(310,1899,436,1913)
lawyers-caption xyxy=(86,268,465,393)
ad-pramana-body: ಆರ್.ಟಿ.ಒ ನಂ 125, ಸೇಟ್ ಸ್ಟ್ರೀಟ್, ಫರ್ಸ್ಟ್ ಕ್ರಾಸ್, ದೇವರಾಜ ಮೊಹಲ್ಲಾ ಮೈಸೂರು ಇಲ್ಲಿ ವಾಸವಾಗಿರುವ ನಾನು ನನ್ನ ಪ್ರಮಾಣ ಪತ್ರವನ್ನು ಕಳೆದುಕೊಂಡಿರುತ್ತೇನೆ. ಸಿಕ್ಕವರು ದಯವಿಟ್ಟು ಈ ಕೆಳಗಿನ ವಿಳಾಸಕ್ಕೆ ತಲುಪಿಸಬೇಕಾಗಿ ವಿನಂತಿ. xyxy=(92,670,271,715)
kent-logo xyxy=(282,826,332,855)
assault-headline-2: ಮೇಲೆ ಅಪರಿಚಿತರ ಹಲ್ಲೆ, ಗಾಯ xyxy=(1173,657,1401,683)
ad-bekagiddare xyxy=(281,1923,465,2091)
ad-kelasa-phone-1: 7022076621 xyxy=(312,1324,434,1348)
ad-bekagiddare-body-2: ಕನಿಷ್ಠ 18 ರಿಂದ 45. ಊಟ ವಸತಿ ಉಚಿತ. xyxy=(311,1987,435,1997)
ad-site-sale-phone: 8073393505 xyxy=(87,966,275,995)
somashekar-headline xyxy=(480,1652,1482,1747)
camp-label-1: ಜೀವನ xyxy=(883,1257,918,1275)
ad-vadhu-phone-2: 9483453005 xyxy=(124,1726,238,1748)
